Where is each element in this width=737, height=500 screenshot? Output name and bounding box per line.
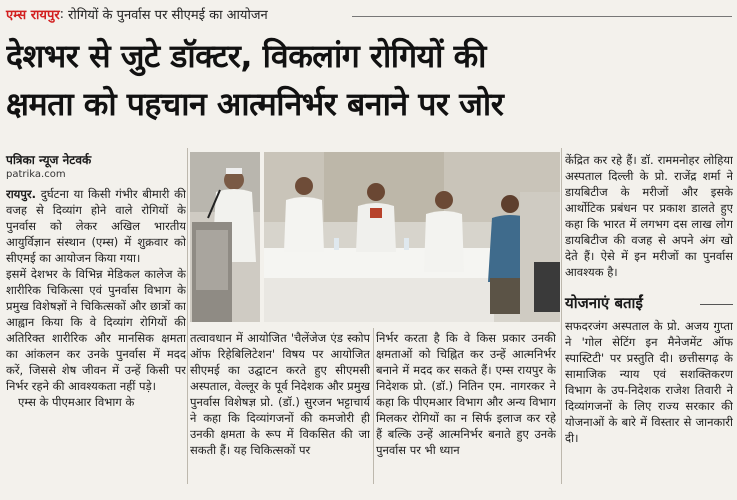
column-rule-3 bbox=[561, 148, 562, 484]
subheading-rule bbox=[700, 304, 733, 305]
kicker-separator: : bbox=[59, 6, 65, 22]
article-column-2: तत्वावधान में आयोजित 'चैलेंजेज एंड स्कोप ऑफ रिहेबिलिटेशन' विषय पर आयोजित सीएमई का उद्घाटन करते हुए सीएमसी अस्पताल, वेल्लूर के पूर्व निदेशक और प्रमुख पुनर्वास विशेषज्ञ प्रो. (डॉ.) सुरजन भट्टाचार्य ने कहा कि दिव्यांगजनों की कमजोरी ही उनकी क्षमता के रूप में विकसित की जा सकती हैं। यह चिकित्सकों पर bbox=[190, 331, 370, 457]
kicker-rule bbox=[352, 16, 732, 17]
paragraph-3: एम्स के पीएमआर विभाग के bbox=[18, 395, 135, 409]
column-rule-1 bbox=[187, 148, 188, 484]
article-column-4-top: केंद्रित कर रहे हैं। डॉ. राममनोहर लोहिया अस्पताल दिल्ली के प्रो. राजेंद्र शर्मा ने डायबिटीज के मरीजों और इसके आर्थोटिक प्रबंधन पर प्रकाश डालते हुए कहा कि भारत में लगभग दस लाख लोग डायबिटीज की वजह से अपने अंग खो देते हैं। ऐसे में इन मरीजों का पुनर्वास आवश्यक है। bbox=[565, 153, 733, 279]
subheading: योजनाएं बताईं bbox=[565, 294, 643, 312]
headline bbox=[6, 32, 734, 128]
byline-name: पत्रिका न्यूज नेटवर्क bbox=[6, 153, 92, 167]
section-kicker bbox=[6, 4, 268, 24]
speaker-photo bbox=[190, 152, 260, 322]
headline-line-2: क्षमता को पहचान आत्मनिर्भर बनाने पर जोर bbox=[6, 85, 504, 123]
article-column-4-bottom: सफदरजंग अस्पताल के प्रो. अजय गुप्ता ने 'गोल सेटिंग इन मैनेजमेंट ऑफ स्पास्टिटी' पर प्रस्तुति दी। छत्तीसगढ़ के सामाजिक न्याय एवं सशक्तिकरण विभाग के उप-निदेशक राजेश तिवारी ने दिव्यांगजनों के लिए राज्य सरकार की योजनाओं के बारे में विस्तार से जानकारी दी। bbox=[565, 319, 733, 445]
paragraph-1-text: दुर्घटना या किसी गंभीर बीमारी की वजह से दिव्यांग होने वाले रोगियों के पुनर्वास को लेकर अखिल भारतीय आयुर्विज्ञान संस्थान (एम्स) में शुक्रवार को सीएमई का आयोजन किया गया। bbox=[6, 187, 186, 265]
kicker-brand: एम्स रायपुर bbox=[6, 8, 60, 23]
headline-line-1: देशभर से जुटे डॉक्टर, विकलांग रोगियों की bbox=[6, 37, 486, 75]
paragraph-2: इसमें देशभर के विभिन्न मेडिकल कालेज के शारीरिक चिकित्सा एवं पुनर्वास विभाग के प्रमुख विशेषज्ञों ने चिकित्सकों और छात्रों का आह्वान किया कि वे दिव्यांग रोगियों की अतिरिक्त शारीरिक और मानसिक क्षमता का आंकलन कर उनके पुनर्वास में मदद करें, जिससे शेष जीवन में उन्हें किसी पर निर्भर रहने की आवश्यकता नहीं पड़े। bbox=[6, 267, 186, 393]
column-rule-2 bbox=[373, 328, 374, 484]
panel-photo bbox=[264, 152, 560, 322]
paragraph-1 bbox=[6, 186, 186, 266]
dateline: रायपुर. bbox=[6, 187, 36, 201]
byline-site: patrika.com bbox=[6, 169, 66, 180]
byline bbox=[6, 152, 186, 182]
article-column-3: निर्भर करता है कि वे किस प्रकार उनकी क्षमताओं को चिह्नित कर उन्हें आत्मनिर्भर बनाने में मदद कर सकते हैं। एम्स रायपुर के निदेशक प्रो. (डॉ.) नितिन एम. नागरकर ने कहा कि पीएमआर विभाग और अन्य विभाग मिलकर रोगियों का न सिर्फ इलाज कर रहे हैं बल्कि उन्हें आत्मनिर्भर बनाते हुए उनके पुनर्वास पर भी ध्यान bbox=[376, 331, 556, 457]
kicker-topic: रोगियों के पुनर्वास पर सीएमई का आयोजन bbox=[68, 8, 268, 23]
article-column-1 bbox=[6, 186, 186, 482]
